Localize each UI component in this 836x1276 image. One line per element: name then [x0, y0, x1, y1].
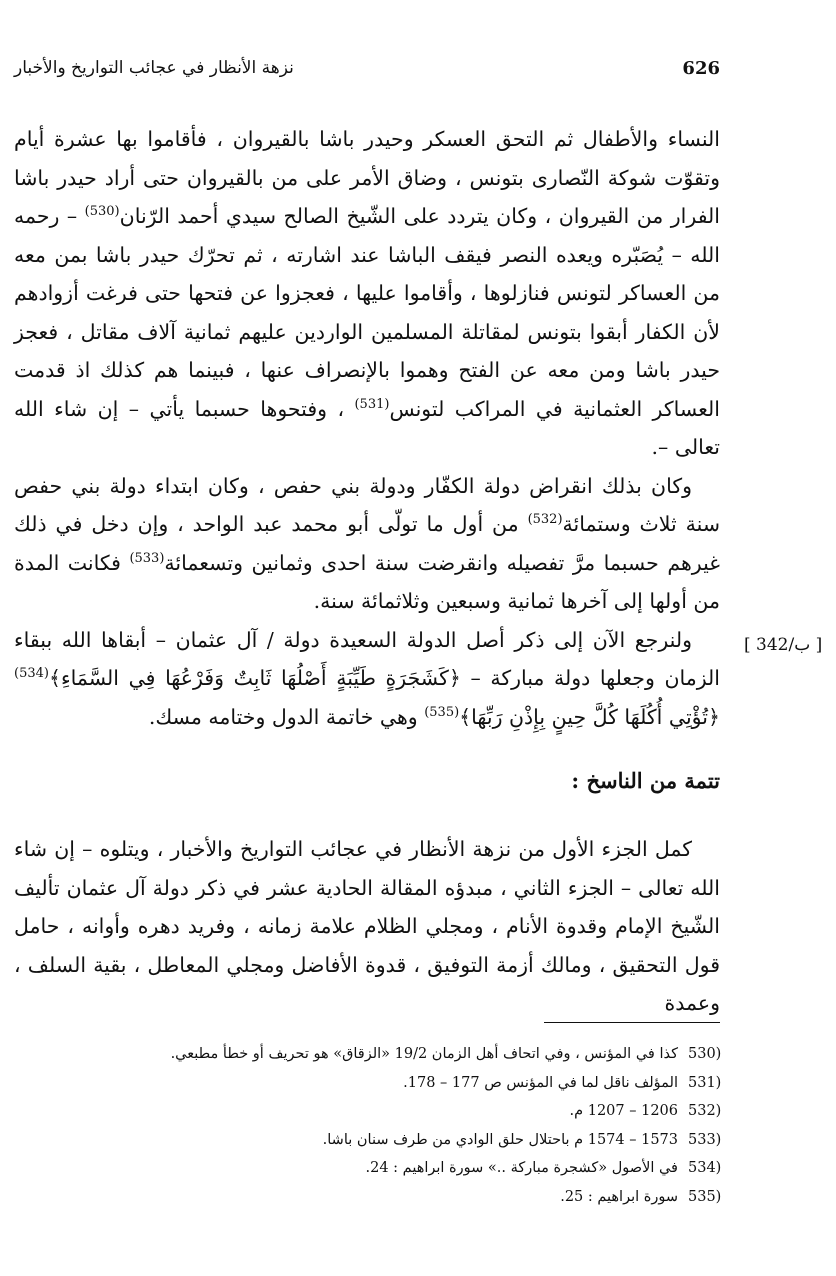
footnote-ref-531[interactable]: (531) [354, 396, 390, 412]
running-title: نزهة الأنظار في عجائب التواريخ والأخبار [14, 58, 294, 78]
footnote-number: 533) [688, 1131, 722, 1148]
footnote-text: المؤلف ناقل لما في المؤنس ص 177 – 178. [403, 1074, 678, 1091]
page-header [14, 48, 720, 88]
paragraph-1-text-c: ، وفتحوها حسبما يأتي – إن شاء الله تعالى –. [14, 396, 720, 459]
footnote-text: في الأصول «كشجرة مباركة ..» سورة ابراهيم : 24. [365, 1160, 678, 1176]
footnote-530 [14, 1040, 720, 1069]
footnote-ref-533[interactable]: (533) [129, 550, 165, 566]
paragraph-1 [14, 120, 720, 467]
footnote-text: سورة ابراهيم : 25. [560, 1188, 678, 1205]
section-heading: تتمة من الناسخ : [571, 768, 720, 793]
margin-folio-reference: [ 342/ب ] [744, 635, 823, 655]
paragraph-2-text-b: من أول ما تولّى أبو محمد عبد الواحد ، وإن دخل في ذلك غيرهم حسبما مرَّ تفصيله وانقرضت سنة احدى وثمانين وتسعمائة [14, 512, 720, 575]
paragraph-2-text-a: وكان بذلك انقراض دولة الكفّار ودولة بني حفص ، وكان ابتداء دولة بني حفص سنة ثلاث وستمائة [14, 473, 720, 536]
footnote-text: 1206 – 1207 م. [569, 1103, 678, 1119]
footnote-533 [14, 1126, 720, 1155]
footnote-number: 531) [688, 1074, 722, 1091]
footnote-text: 1573 – 1574 م باحتلال حلق الوادي من طرف سنان باشا. [322, 1131, 678, 1148]
footnote-532 [14, 1097, 720, 1126]
footnotes [14, 1040, 720, 1211]
footnote-number: 532) [688, 1103, 722, 1119]
paragraph-2-text-c: فكانت المدة من أولها إلى آخرها ثمانية وسبعين وثلاثمائة سنة. [14, 550, 720, 613]
footnote-text: كذا في المؤنس ، وفي اتحاف أهل الزمان 19/2 «الزقاق» هو تحريف أو خطأ مطبعي. [170, 1046, 678, 1062]
footnote-ref-532[interactable]: (532) [527, 512, 563, 528]
footnote-number: 535) [688, 1188, 722, 1205]
footnote-number: 530) [688, 1046, 722, 1062]
page-number: 626 [682, 58, 720, 79]
main-text [14, 120, 720, 736]
footnote-535 [14, 1183, 720, 1212]
footnote-534 [14, 1154, 720, 1183]
colophon-text: كمل الجزء الأول من نزهة الأنظار في عجائب التواريخ والأخبار ، ويتلوه – إن شاء الله تعالى – الجزء الثاني ، مبدؤه المقالة الحادية عشر في ذكر دولة آل عثمان تأليف الشّيخ الإمام وقدوة الأنام ، ومجلي الظلام علامة زمانه ، وفريد دهره وأوانه ، حامل قول التحقيق ، ومالك أزمة التوفيق ، قدوة الأفاضل ومجلي المعاطل ، بقية السلف ، وعمدة [14, 837, 720, 1015]
footnote-531 [14, 1069, 720, 1098]
paragraph-2 [14, 467, 720, 621]
paragraph-1-text-b: – رحمه الله – يُصَبّره ويعده النصر فيقف الباشا عند اشارته ، ثم تحرّك حيدر باشا بمن معه من العساكر لتونس فنازلوها ، وأقاموا عليها ، فعجزوا عن فتحها حتى فرغت أزوادهم لأن الكفار أبقوا بتونس لمقاتلة المسلمين الواردين عليهم ثمانية آلاف مقاتل ، فعجز حيدر باشا ومن معه عن الفتح وهموا بالإنصراف عنها ، فبينما هم كذلك اذ قدمت العساكر العثمانية في المراكب لتونس [14, 204, 720, 421]
paragraph-3-text-b: ﴿تُؤْتِي أُكُلَهَا كُلَّ حِينٍ بِإِذْنِ رَبِّهَا﴾ [459, 704, 720, 729]
colophon [14, 830, 720, 1023]
footnote-number: 534) [688, 1160, 722, 1176]
paragraph-3-text-a: ولنرجع الآن إلى ذكر أصل الدولة السعيدة دولة / آل عثمان – أبقاها الله ببقاء الزمان وجعلها دولة مباركة – ﴿كَشَجَرَةٍ طَيِّبَةٍ أَصْلُهَا ثَابِتٌ وَفَرْعُهَا فِي السَّمَاءِ﴾ [14, 627, 720, 690]
footnote-separator [544, 1022, 720, 1023]
paragraph-3 [14, 621, 720, 737]
footnote-ref-530[interactable]: (530) [84, 204, 120, 220]
footnote-ref-535[interactable]: (535) [424, 704, 460, 720]
paragraph-3-text-c: وهي خاتمة الدول وختامه مسك. [148, 704, 425, 729]
paragraph-1-text-a: النساء والأطفال ثم التحق العسكر وحيدر باشا بالقيروان ، فأقاموا بها عشرة أيام وتقوّت شوكة النّصارى بتونس ، وضاق الأمر على من بالقيروان حتى أراد حيدر باشا الفرار من القيروان ، وكان يتردد على الشّيخ الصالح سيدي أحمد الرّنان [14, 127, 721, 228]
footnote-ref-534[interactable]: (534) [14, 666, 49, 682]
